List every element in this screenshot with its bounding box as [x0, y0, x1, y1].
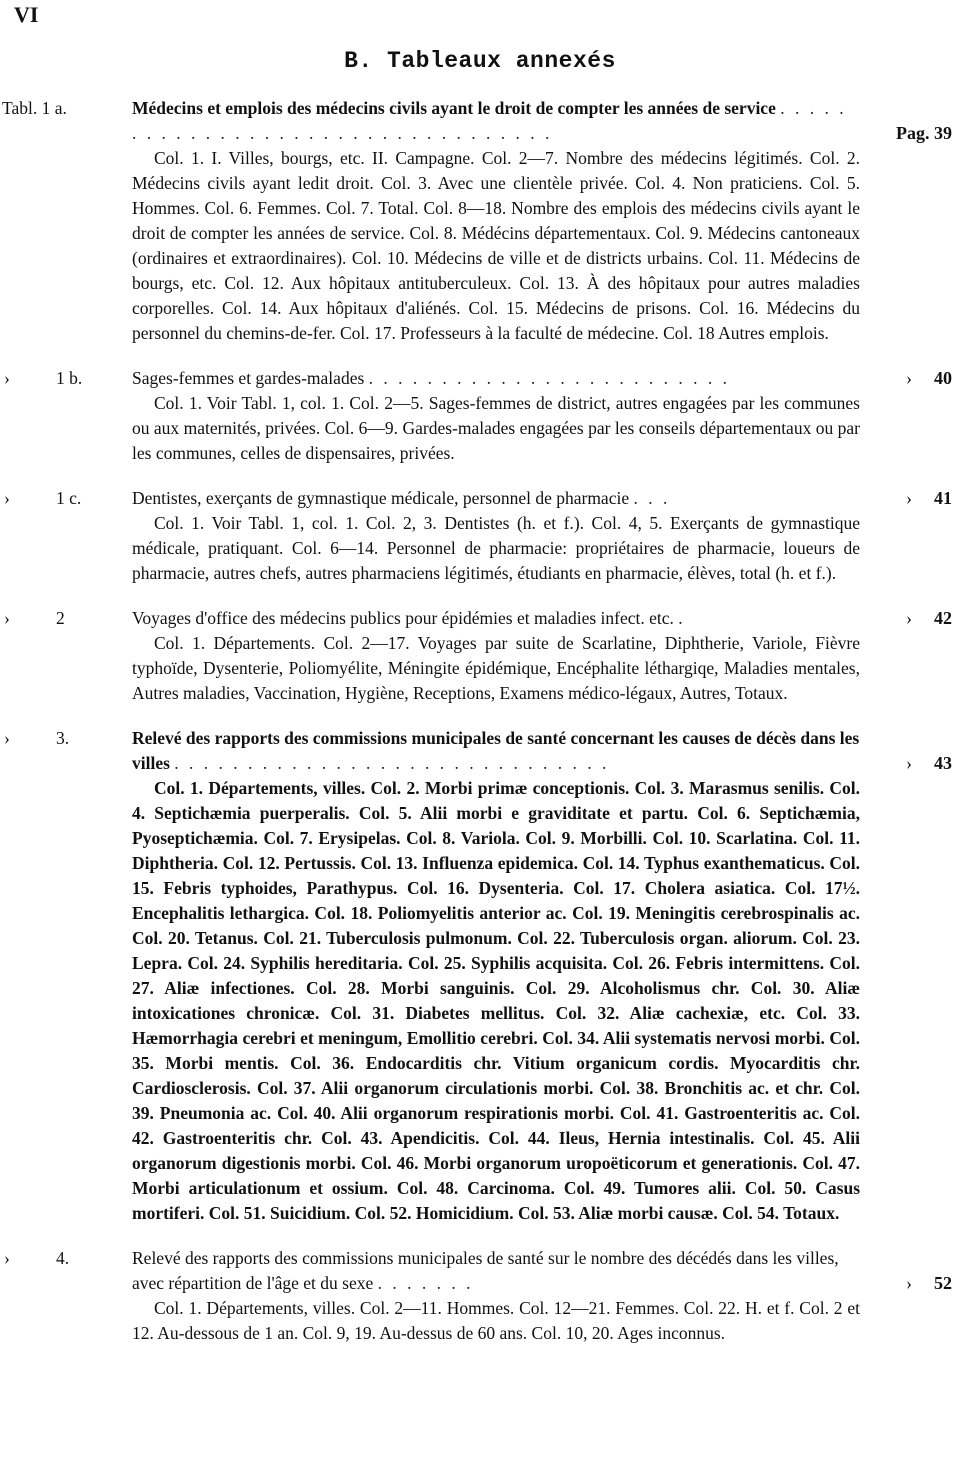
column-description: Col. 1. Départements, villes. Col. 2—11. Hommes. Col. 12—21. Femmes. Col. 22. H. et f. Col. 2 et 12. Au-dessous de 1 an. Col. 9, 19. Au-dessus de 60 ans. Col. 10, 20. Ages inconnus.: [132, 1298, 860, 1343]
table-heading: Médecins et emplois des médecins civils ayant le droit de compter les années de service . . . . . . . . . . . . . . . . . . . . . . . . . . . . . . . . . .: [132, 98, 847, 143]
page-reference: › 41: [906, 488, 952, 508]
leader-dots: . . .: [633, 488, 671, 508]
list-item: [0, 606, 960, 706]
table-heading: Dentistes, exerçants de gymnastique médicale, personnel de pharmacie . . .: [132, 488, 671, 508]
page-number: VI: [14, 2, 39, 27]
section-title: B. Tableaux annexés: [344, 48, 616, 74]
table-heading: Sages-femmes et gardes-malades . . . . . . . . . . . . . . . . . . . . . . . . .: [132, 368, 731, 388]
leader-dots: . . . . . . . . . . . . . . . . . . . . . . . . . . . . . .: [174, 753, 610, 773]
table-list: [0, 96, 960, 1366]
list-item: [0, 726, 960, 1226]
column-description: Col. 1. Voir Tabl. 1, col. 1. Col. 2—5. Sages-femmes de district, autres engagées par les communes ou aux maternités, privées. Col. 6—9. Gardes-malades engagées par les conseils départementaux ou par les communes, celles de dispensaires, privées.: [132, 393, 860, 463]
column-description: Col. 1. Départements. Col. 2—17. Voyages par suite de Scarlatine, Diphtherie, Variole, Fièvre typhoïde, Dysenterie, Poliomyélite, Méningite épidémique, Encéphalite léthargiqe, Maladies mentales, Autres maladies, Vaccination, Hygiène, Receptions, Examens médico-légaux, Autres, Totaux.: [132, 633, 860, 703]
table-label: › 1 b.: [4, 368, 83, 388]
list-item: [0, 96, 960, 346]
table-heading: Relevé des rapports des commissions municipales de santé sur le nombre des décédés dans les villes, avec répartition de l'âge et du sexe . . . . . . .: [132, 1248, 839, 1293]
list-item: [0, 366, 960, 466]
table-label: › 4.: [4, 1248, 70, 1268]
page-reference: › 52: [906, 1273, 952, 1293]
table-label: › 2: [4, 608, 65, 628]
table-label: › 1 c.: [4, 488, 82, 508]
column-description: Col. 1. Départements, villes. Col. 2. Morbi primæ conceptionis. Col. 3. Marasmus senilis. Col. 4. Septichæmia puerperalis. Col. 5. Alii morbi e graviditate et partu. Col. 6. Septichæmia, Pyoseptichæmia. Col. 7. Erysipelas. Col. 8. Variola. Col. 9. Morbilli. Col. 10. Scarlatina. Col. 11. Diphtheria. Col. 12. Pertussis. Col. 13. Influenza epidemica. Col. 14. Typhus exanthematicus. Col. 15. Febris typhoides, Parathypus. Col. 16. Dysenteria. Col. 17. Cholera asiatica. Col. 17½. Encephalitis lethargica. Col. 18. Poliomyelitis anterior ac. Col. 19. Meningitis cerebrospinalis ac. Col. 20. Tetanus. Col. 21. Tuberculosis pulmonum. Col. 22. Tuberculosis organ. aliorum. Col. 23. Lepra. Col. 24. Syphilis hereditaria. Col. 25. Syphilis acquisita. Col. 26. Febris intermittens. Col. 27. Aliæ infectiones. Col. 28. Morbi sanguinis. Col. 29. Alcoholismus chr. Col. 30. Aliæ intoxicationes chronicæ. Col. 31. Diabetes mellitus. Col. 32. Aliæ cachexiæ, etc. Col. 33. Hæmorrhagia cerebri et meningum, Emollitio cerebri. Col. 34. Alii systematis nervosi morbi. Col. 35. Morbi mentis. Col. 36. Endocarditis chr. Vitium organicum cordis. Myocarditis chr. Cardiosclerosis. Col. 37. Alii organorum circulationis morbi. Col. 38. Bronchitis ac. et chr. Col. 39. Pneumonia ac. Col. 40. Alii organorum respirationis morbi. Col. 41. Gastroenteritis ac. Col. 42. Gastroenteritis chr. Col. 43. Apendicitis. Col. 44. Ileus, Hernia intestinalis. Col. 45. Alii organorum digestionis morbi. Col. 46. Morbi organorum uropoëticorum et generationis. Col. 47. Morbi articulationum et ossium. Col. 48. Carcinoma. Col. 49. Tumores alii. Col. 50. Casus mortiferi. Col. 51. Suicidium. Col. 52. Homicidium. Col. 53. Aliæ morbi causæ. Col. 54. Totaux.: [132, 778, 860, 1223]
table-heading: Relevé des rapports des commissions municipales de santé concernant les causes de décès dans les villes . . . . . . . . . . . . . . . . . . . . . . . . . . . . . .: [132, 728, 860, 773]
leader-dots: . . . . . . . . . . . . . . . . . . . . . . . . .: [368, 368, 731, 388]
page-reference: Pag. 39: [896, 123, 952, 143]
page-reference: › 40: [906, 368, 952, 388]
column-description: Col. 1. Voir Tabl. 1, col. 1. Col. 2, 3. Dentistes (h. et f.). Col. 4, 5. Exerçants de gymnastique médicale, pratiquant. Col. 6—14. Personnel de pharmacie: propriétaires de pharmacie, loueurs de pharmacie, autres chefs, autres pharmaciens légitimés, étudiants en pharmacie, élèves, total (h. et f.).: [132, 513, 860, 583]
leader-dots: .: [678, 608, 686, 628]
leader-dots: . . . . . . . . . . . . . . . . . . . . . . . . . . . . . . . . . .: [132, 98, 847, 143]
table-label: › 3.: [4, 728, 70, 748]
column-description: Col. 1. I. Villes, bourgs, etc. II. Campagne. Col. 2—7. Nombre des médecins légitimés. Col. 2. Médecins civils ayant ledit droit. Col. 3. Avec une clientèle privée. Col. 4. Non praticiens. Col. 5. Hommes. Col. 6. Femmes. Col. 7. Total. Col. 8—18. Nombre des emplois des médecins civils ayant le droit de compter les années de service. Col. 8. Médécins départementaux. Col. 9. Médecins cantoneaux (ordinaires et extraordinaires). Col. 10. Médecins de ville et de districts urbains. Col. 11. Médecins de bourgs, etc. Col. 12. Aux hôpitaux antituberculeux. Col. 13. À des hôpitaux pour autres maladies corporelles. Col. 14. Aux hôpitaux d'aliénés. Col. 15. Médecins de prisons. Col. 16. Médecins du personnel du chemins-de-fer. Col. 17. Professeurs à la faculté de médecine. Col. 18 Autres emplois.: [132, 148, 860, 343]
page-reference: › 42: [906, 608, 952, 628]
page-reference: › 43: [906, 753, 952, 773]
list-item: [0, 1246, 960, 1346]
list-item: [0, 486, 960, 586]
table-heading: Voyages d'office des médecins publics pour épidémies et maladies infect. etc. .: [132, 608, 686, 628]
leader-dots: . . . . . . .: [377, 1273, 474, 1293]
table-label: Tabl. 1 a.: [2, 98, 67, 118]
